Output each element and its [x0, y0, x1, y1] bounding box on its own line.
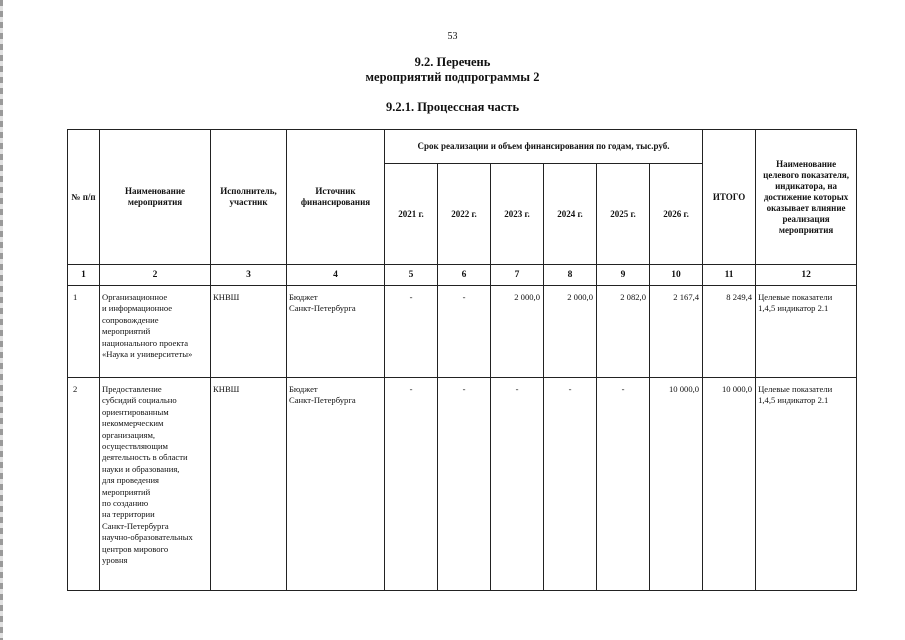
measure-name-line: на территории [102, 509, 155, 520]
header-source: Источник финансирования [287, 130, 385, 265]
header-year-2021: 2021 г. [385, 164, 438, 265]
column-number: 10 [650, 265, 703, 286]
year-2025-value: - [597, 378, 650, 591]
measure-name-line: центров мирового [102, 543, 169, 554]
measure-name-line: Предоставление [102, 384, 162, 394]
indicator-line: 1,4,5 индикатор 2.1 [758, 395, 829, 406]
measure-name-line: ориентированным [102, 406, 169, 417]
indicator-line: 1,4,5 индикатор 2.1 [758, 303, 829, 314]
column-numbers-row [68, 265, 857, 286]
year-2025-value: 2 082,0 [597, 286, 650, 378]
measure-name-line: организациям, [102, 429, 156, 440]
funding-source-line: Бюджет [289, 292, 318, 302]
column-number: 1 [68, 265, 100, 286]
header-total: ИТОГО [703, 130, 756, 265]
measure-name [100, 286, 211, 378]
indicator-line: Целевые показатели [758, 384, 833, 394]
title-line-2: мероприятий подпрограммы 2 [365, 70, 540, 84]
page-number: 53 [447, 31, 458, 42]
document-title [0, 55, 905, 85]
measure-name-line: национального проекта [102, 337, 189, 348]
year-2022-value: - [438, 286, 491, 378]
measure-name-line: сопровождение [102, 314, 159, 325]
measure-name-line: мероприятий [102, 326, 151, 337]
executor: КНВШ [211, 378, 287, 591]
funding-source-line: Санкт-Петербурга [289, 303, 356, 314]
section-subtitle: 9.2.1. Процессная часть [385, 100, 520, 114]
year-2021-value: - [385, 378, 438, 591]
funding-source [287, 286, 385, 378]
measure-name-line: науки и образования, [102, 463, 180, 474]
measure-name-line: «Наука и университеты» [102, 349, 193, 360]
measure-name-line: некоммерческим [102, 418, 164, 429]
year-2023-value: - [491, 378, 544, 591]
header-year-2025: 2025 г. [597, 164, 650, 265]
column-number: 5 [385, 265, 438, 286]
year-2024-value: - [544, 378, 597, 591]
indicator [756, 286, 857, 378]
measure-name [100, 378, 211, 591]
executor: КНВШ [211, 286, 287, 378]
measure-name-line: Организационное [102, 292, 168, 302]
column-number: 8 [544, 265, 597, 286]
header-indicator: Наименование целевого показателя, индикатора, на достижение которых оказывает влияние реализация мероприятия [756, 130, 857, 265]
row-number: 1 [68, 286, 100, 378]
column-number: 2 [100, 265, 211, 286]
header-name: Наименование мероприятия [100, 130, 211, 265]
row-number: 2 [68, 378, 100, 591]
measure-name-line: субсидий социально [102, 395, 177, 406]
title-line-1: 9.2. Перечень [414, 55, 491, 69]
column-number: 4 [287, 265, 385, 286]
measure-name-line: Санкт-Петербурга [102, 520, 169, 531]
header-num: № п/п [68, 130, 100, 265]
year-2023-value: 2 000,0 [491, 286, 544, 378]
measure-name-line: мероприятий [102, 486, 151, 497]
header-executor: Исполнитель, участник [211, 130, 287, 265]
header-year-2022: 2022 г. [438, 164, 491, 265]
year-2026-value: 2 167,4 [650, 286, 703, 378]
column-number: 9 [597, 265, 650, 286]
column-number: 11 [703, 265, 756, 286]
year-2024-value: 2 000,0 [544, 286, 597, 378]
scan-edge-artifact [0, 0, 3, 640]
year-2021-value: - [385, 286, 438, 378]
year-2026-value: 10 000,0 [650, 378, 703, 591]
table-row [68, 286, 857, 378]
indicator [756, 378, 857, 591]
table-row [68, 378, 857, 591]
measure-name-line: осуществляющим [102, 441, 168, 452]
measure-name-line: и информационное [102, 303, 173, 314]
measure-name-line: для проведения [102, 475, 160, 486]
total-value: 8 249,4 [703, 286, 756, 378]
measure-name-line: уровня [102, 555, 128, 566]
header-row-1 [68, 130, 857, 164]
header-period-group: Срок реализации и объем финансирования по годам, тыс.руб. [385, 130, 703, 164]
measures-table [67, 129, 857, 591]
column-number: 7 [491, 265, 544, 286]
funding-source [287, 378, 385, 591]
measure-name-line: деятельность в области [102, 452, 188, 463]
column-number: 6 [438, 265, 491, 286]
measure-name-line: научно-образовательных [102, 532, 193, 543]
funding-source-line: Бюджет [289, 384, 318, 394]
header-year-2023: 2023 г. [491, 164, 544, 265]
year-2022-value: - [438, 378, 491, 591]
measure-name-line: по созданию [102, 498, 149, 509]
total-value: 10 000,0 [703, 378, 756, 591]
header-year-2026: 2026 г. [650, 164, 703, 265]
column-number: 3 [211, 265, 287, 286]
funding-source-line: Санкт-Петербурга [289, 395, 356, 406]
column-number: 12 [756, 265, 857, 286]
indicator-line: Целевые показатели [758, 292, 833, 302]
header-year-2024: 2024 г. [544, 164, 597, 265]
